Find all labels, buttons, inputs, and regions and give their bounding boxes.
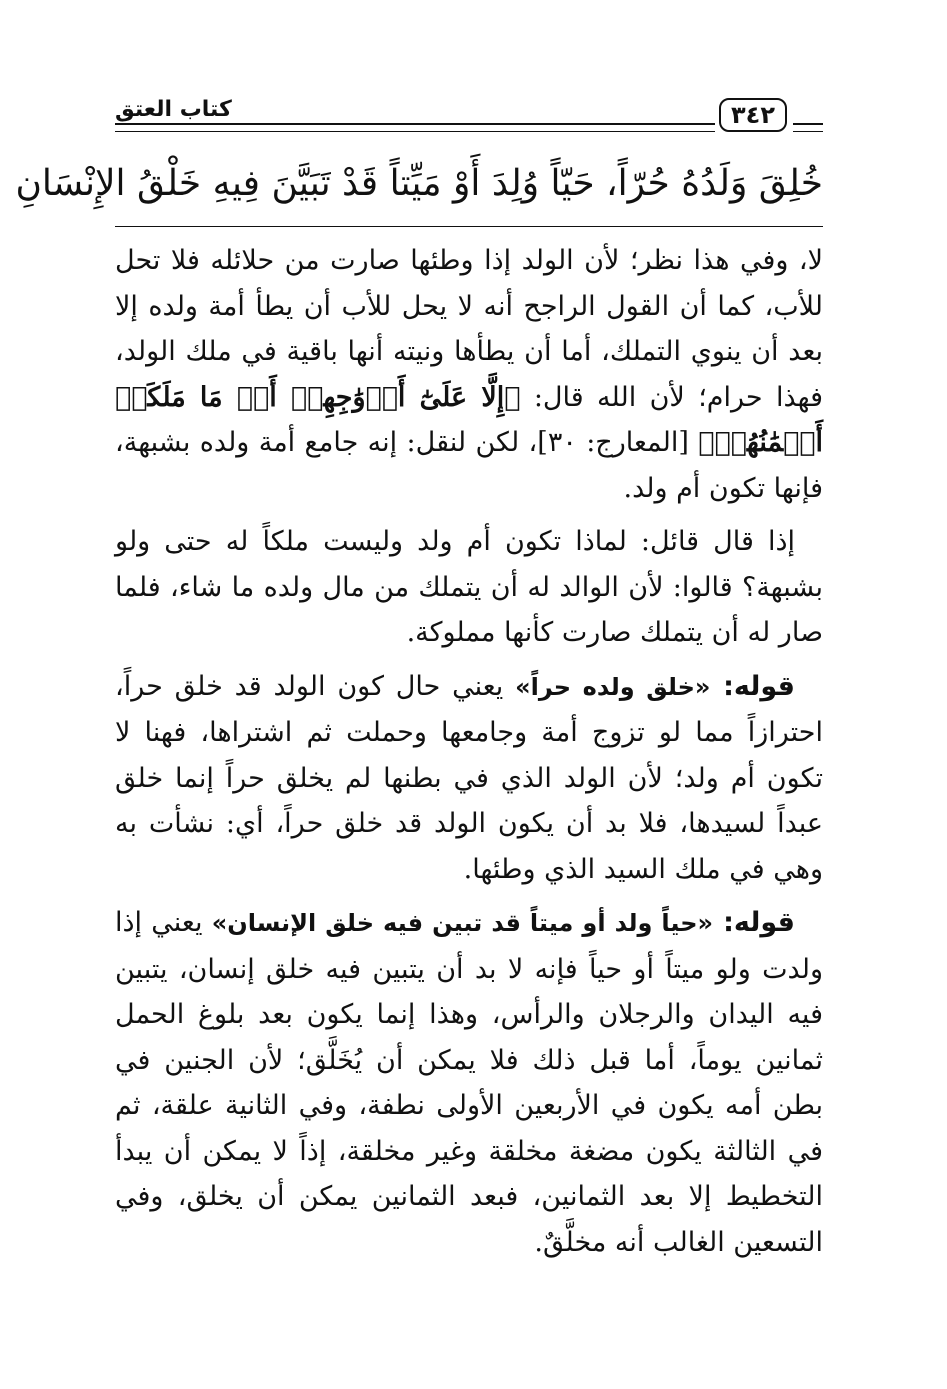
header-rule-short bbox=[793, 123, 823, 132]
page-number: ٣٤٢ bbox=[719, 98, 787, 132]
paragraph-1 bbox=[115, 238, 823, 511]
paragraph-text: إذا قال قائل: لماذا تكون أم ولد وليست ملكاً له حتى ولو بشبهة؟ قالوا: لأن الوالد له أن يتملك من مال ولده ما شاء، فلما صار له أن يتملك صارت كأنها مملوكة. bbox=[115, 526, 823, 648]
paragraph-text: [المعارج: ٣٠]، لكن لنقل: إنه جامع أمة ولده بشبهة، فإنها تكون أم ولد. bbox=[115, 427, 823, 504]
paragraph-3 bbox=[115, 664, 823, 893]
running-header bbox=[115, 96, 823, 136]
paragraph-4 bbox=[115, 900, 823, 1265]
commentary bbox=[115, 238, 823, 1273]
lead-word: قوله: bbox=[710, 670, 795, 702]
matn-separator bbox=[115, 226, 823, 227]
matn-quote: «خلق ولده حراً» bbox=[515, 672, 711, 701]
paragraph-text: لا، وفي هذا نظر؛ لأن الولد إذا وطئها صارت من حلائله فلا تحل للأب، كما أن القول الراجح أنه لا يحل للأب أن يطأ أمة ولده إلا بعد أن ينوي التملك، أما أن يطأها ونيته أنها باقية في ملك الولد، فهذا حرام؛ لأن الله قال: bbox=[115, 245, 823, 413]
quran-verse: ﴿إِلَّا عَلَىٰٓ أَزۡوَٰجِهِمۡ أَوۡ مَا مَلَكَتۡ أَيۡمَٰنُهُمۡ﴾ bbox=[115, 381, 823, 458]
header-rule bbox=[115, 123, 715, 132]
matn-text: خُلِقَ وَلَدُهُ حُرّاً، حَيّاً وُلِدَ أَوْ مَيِّتاً قَدْ تَبَيَّنَ فِيهِ خَلْقُ الإِنْسَانِ bbox=[15, 163, 823, 204]
paragraph-text: يعني حال كون الولد قد خلق حراً، احترازاً مما لو تزوج أمة وجامعها وحملت ثم اشتراها، فهنا لا تكون أم ولد؛ لأن الولد الذي في بطنها لم يخلق حراً إنما خلق عبداً لسيدها، فلا بد أن يكون الولد قد خلق حراً، أي: نشأت به وهي في ملك السيد الذي وطئها. bbox=[115, 670, 823, 885]
paragraph-text: يعني إذا ولدت ولو ميتاً أو حياً فإنه لا بد أن يتبين فيه خلق إنسان، يتبين فيه اليدان والرجلان والرأس، وهذا إنما يكون بعد بلوغ الحمل ثمانين يوماً، أما قبل ذلك فلا يمكن أن يُخَلَّق؛ لأن الجنين في بطن أمه يكون في الأربعين الأولى نطفة، وفي الثانية علقة، ثم في الثالثة يكون مضغة مخلقة وغير مخلقة، إذاً لا يمكن أن يبدأ التخطيط إلا بعد الثمانين، فبعد الثمانين يمكن أن يخلق، وفي التسعين الغالب أنه مخلَّقٌ. bbox=[115, 907, 823, 1258]
book-title: كتاب العتق bbox=[115, 97, 232, 122]
paragraph-2 bbox=[115, 519, 823, 656]
matn-quote: «حياً ولد أو ميتاً قد تبين فيه خلق الإنسان» bbox=[211, 909, 713, 937]
lead-word: قوله: bbox=[713, 907, 795, 938]
